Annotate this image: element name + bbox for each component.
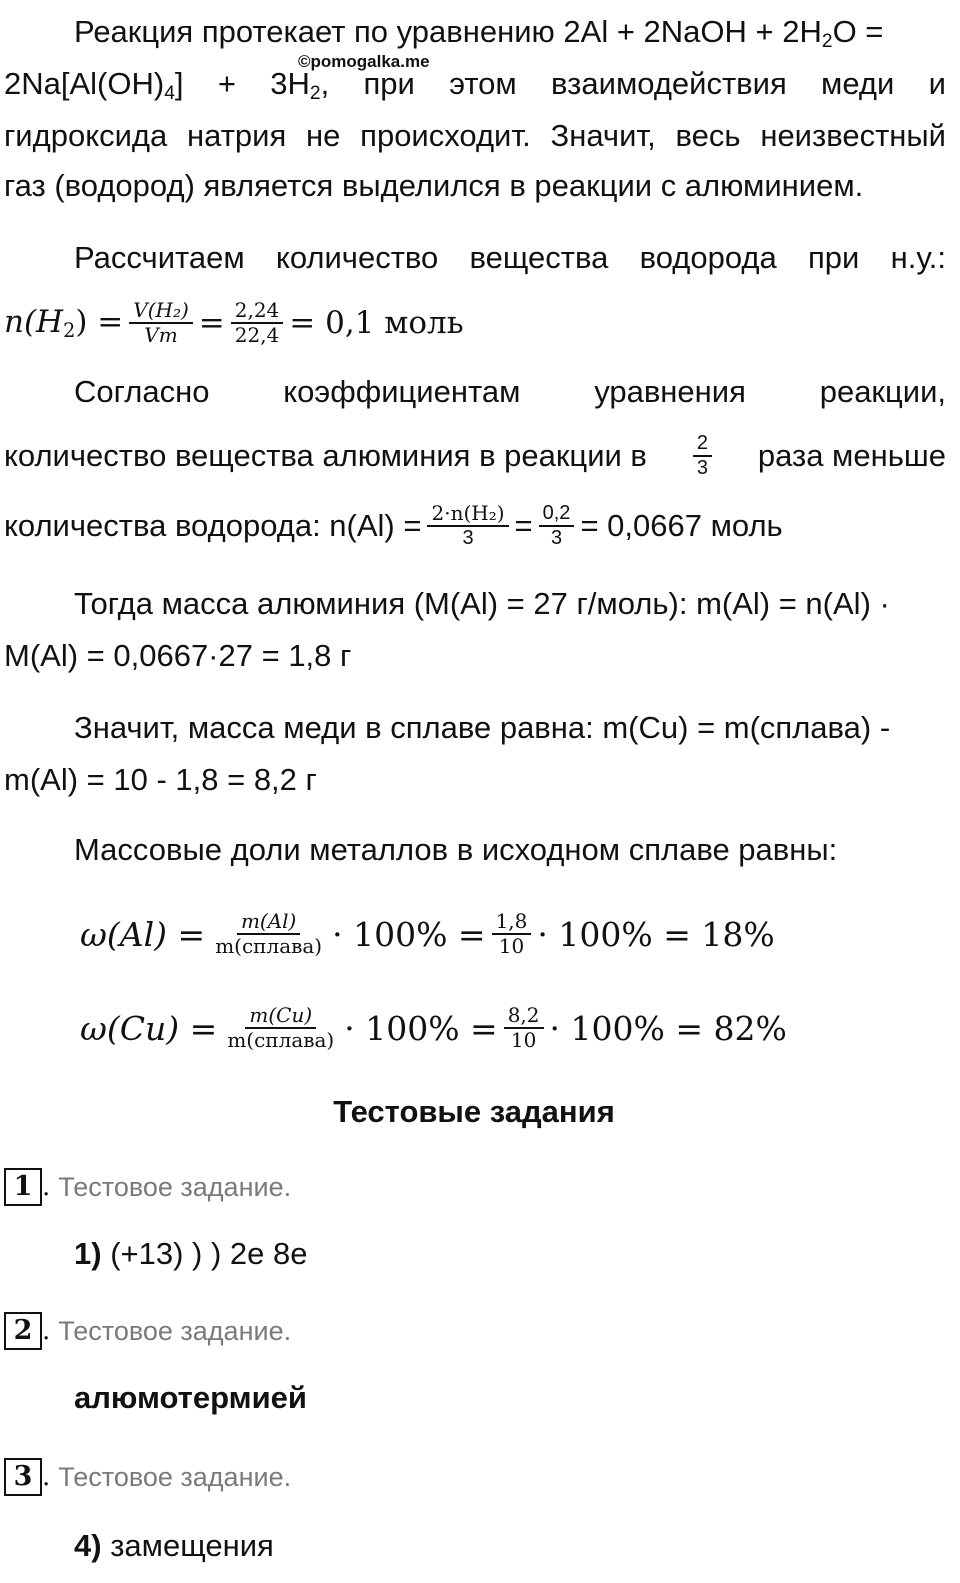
omega-al-formula <box>80 896 775 972</box>
dot: . <box>42 1462 51 1492</box>
text: · 100% = <box>332 914 486 954</box>
hydrogen-formula <box>4 288 464 358</box>
text: n(H <box>4 304 64 341</box>
aluminum-line-1: Согласно коэффициентам уравнения реакции, <box>74 374 946 409</box>
text: = <box>514 508 533 543</box>
subscript: 2 <box>63 318 76 342</box>
text: = 0,1 моль <box>289 305 464 341</box>
denominator: 10 <box>498 934 525 958</box>
numerator: 2·n(H₂) <box>427 502 508 527</box>
text: O = <box>832 14 884 49</box>
fraction <box>231 299 284 347</box>
aluminum-line-3 <box>4 494 946 558</box>
task-number-box: 2 <box>4 1312 42 1350</box>
mass-cu-line-2: m(Al) = 10 - 1,8 = 8,2 г <box>4 762 317 797</box>
denominator: 3 <box>696 457 708 479</box>
text: ω(Al) = <box>80 914 206 954</box>
test-answer-3 <box>74 1528 274 1564</box>
mass-al-line-1: Тогда масса алюминия (M(Al) = 27 г/моль): m(Al) = n(Al) · <box>74 586 890 621</box>
denominator: m(сплава) <box>215 934 323 958</box>
numerator: m(Al) <box>237 910 300 935</box>
fraction <box>504 1004 544 1052</box>
answer-text: алюмотермией <box>74 1380 307 1415</box>
mass-cu-line-1: Значит, масса меди в сплаве равна: m(Cu) = m(сплава) - <box>74 710 891 745</box>
task-number-box: 3 <box>4 1458 42 1496</box>
numerator: m(Cu) <box>245 1004 316 1029</box>
subscript: 4 <box>164 82 175 104</box>
task-label: Тестовое задание. <box>58 1315 292 1346</box>
text: · 100% = 18% <box>537 914 775 954</box>
hydrogen-intro: Рассчитаем количество вещества водорода при н.у.: <box>74 240 946 275</box>
text: = 0,0667 моль <box>580 508 783 543</box>
text: , при этом взаимодействия меди и <box>320 66 946 101</box>
denominator: m(сплава) <box>227 1028 335 1052</box>
answer-number: 1) <box>74 1236 102 1271</box>
test-answer-2 <box>74 1380 307 1416</box>
numerator: V(H₂) <box>129 299 193 324</box>
reaction-line-3: гидроксида натрия не происходит. Значит, весь неизвестный <box>4 118 946 153</box>
fraction <box>492 910 532 958</box>
test-answer-1 <box>74 1236 308 1272</box>
text <box>4 304 123 342</box>
denominator: 3 <box>462 527 474 549</box>
fraction <box>223 1004 338 1052</box>
answer-text: (+13) ) ) 2e 8e <box>110 1236 308 1271</box>
task-label: Тестовое задание. <box>58 1171 292 1202</box>
subscript: 2 <box>821 30 833 52</box>
fraction <box>427 502 508 550</box>
text: = <box>198 305 225 341</box>
subscript: 2 <box>309 82 321 104</box>
numerator: 2 <box>693 432 712 457</box>
dot: . <box>42 1172 51 1202</box>
mass-al-line-2: M(Al) = 0,0667·27 = 1,8 г <box>4 638 352 673</box>
denominator: 10 <box>510 1028 537 1052</box>
numerator: 8,2 <box>504 1004 544 1029</box>
task-number-box: 1 <box>4 1168 42 1206</box>
text: · 100% = <box>344 1008 498 1048</box>
text: количество вещества алюминия в реакции в <box>4 438 647 473</box>
omega-cu-formula <box>80 990 787 1066</box>
answer-number: 4) <box>74 1528 102 1563</box>
reaction-line-1 <box>74 8 946 56</box>
dot: . <box>42 1316 51 1346</box>
watermark: ©pomogalka.me <box>298 52 430 71</box>
numerator: 0,2 <box>539 502 575 527</box>
aluminum-line-2 <box>4 424 946 488</box>
text: Реакция протекает по уравнению 2Al + 2NaOH + 2H <box>74 14 822 49</box>
test-item-1 <box>4 1168 291 1206</box>
text: ] + 3H <box>174 66 310 101</box>
reaction-line-2 <box>4 60 946 108</box>
task-label: Тестовое задание. <box>58 1461 292 1492</box>
text: ω(Cu) = <box>80 1008 218 1048</box>
text: · 100% = 82% <box>549 1008 787 1048</box>
denominator: 3 <box>550 527 563 549</box>
reaction-line-4: газ (водород) является выделился в реакции с алюминием. <box>4 168 864 203</box>
fraction <box>693 432 712 480</box>
fraction <box>211 910 326 958</box>
fraction <box>539 502 575 550</box>
test-item-2 <box>4 1312 291 1350</box>
denominator: Vm <box>144 323 178 347</box>
test-item-3 <box>4 1458 291 1496</box>
text: ) = <box>75 304 124 341</box>
text: количества водорода: n(Al) = <box>4 508 422 543</box>
numerator: 2,24 <box>231 299 284 324</box>
denominator: 22,4 <box>234 323 280 347</box>
answer-text: замещения <box>110 1528 274 1563</box>
fractions-intro: Массовые доли металлов в исходном сплаве равны: <box>74 832 838 867</box>
text: раза меньше <box>757 438 946 473</box>
numerator: 1,8 <box>492 910 532 935</box>
text: 2Na[Al(OH) <box>4 66 165 101</box>
fraction <box>129 299 193 347</box>
tests-heading: Тестовые задания <box>333 1094 615 1129</box>
